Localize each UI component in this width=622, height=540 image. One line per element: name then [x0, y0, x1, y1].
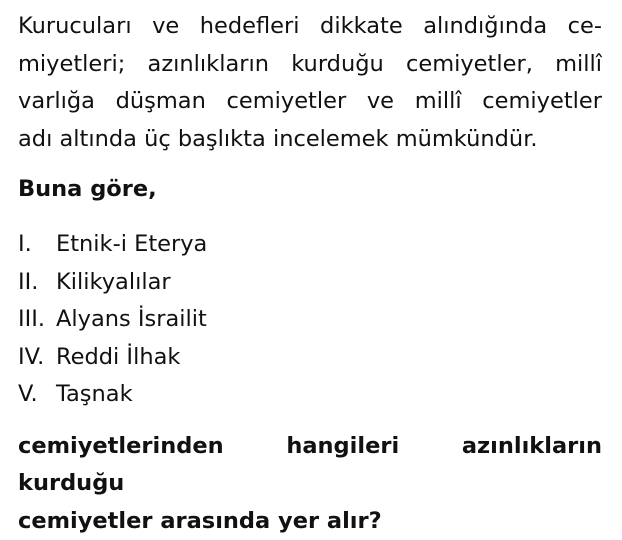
intro-line: miyetleri; azınlıkların kurduğu cemiyetler, millî	[18, 46, 602, 84]
lead-text: Buna göre,	[18, 171, 602, 208]
item-text: Kilikyalılar	[56, 264, 171, 302]
intro-line: adı altında üç başlıkta incelemek mümkündür.	[18, 121, 602, 159]
item-text: Etnik-i Eterya	[56, 226, 207, 264]
roman-list	[18, 226, 602, 414]
intro-line: Kurucuları ve hedefleri dikkate alındığında ce-	[18, 8, 602, 46]
list-item	[18, 339, 602, 377]
list-item	[18, 264, 602, 302]
item-number: IV.	[18, 339, 56, 377]
item-number: I.	[18, 226, 56, 264]
question-document	[18, 8, 602, 540]
question-line: cemiyetler arasında yer alır?	[18, 503, 602, 540]
list-item	[18, 301, 602, 339]
list-item	[18, 226, 602, 264]
intro-line: varlığa düşman cemiyetler ve millî cemiyetler	[18, 83, 602, 121]
item-number: III.	[18, 301, 56, 339]
list-item	[18, 376, 602, 414]
item-number: II.	[18, 264, 56, 302]
item-text: Taşnak	[56, 376, 133, 414]
item-number: V.	[18, 376, 56, 414]
intro-paragraph	[18, 8, 602, 158]
item-text: Reddi İlhak	[56, 339, 180, 377]
question-line: cemiyetlerinden hangileri azınlıkların kurduğu	[18, 428, 602, 503]
item-text: Alyans İsrailit	[56, 301, 207, 339]
question-text	[18, 428, 602, 540]
